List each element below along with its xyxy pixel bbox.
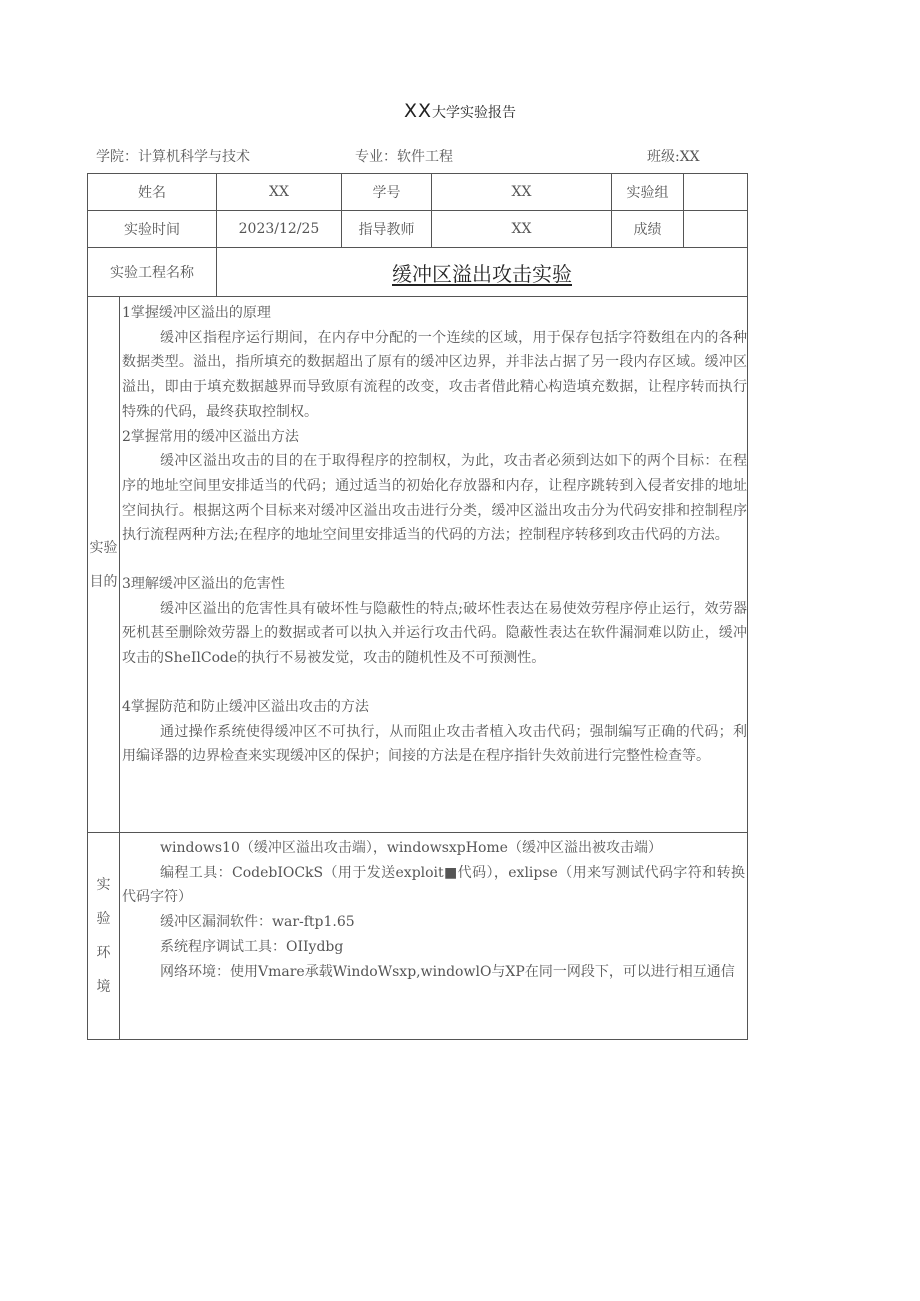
purpose-content: [120, 297, 748, 833]
project-name-cell: [217, 248, 748, 297]
environment-label-char: 境: [96, 979, 111, 995]
table-row: [88, 833, 748, 1040]
environment-debugger: 系统程序调试工具：OIIydbg: [160, 938, 344, 955]
score-label: 成绩: [612, 211, 684, 248]
purpose-paragraph-2: 缓冲区溢出攻击的目的在于取得程序的控制权，为此，攻击者必须到达如下的两个目标：在程序的地址空间里安排适当的代码；通过适当的初始化存放器和内存，让程序跳转到入侵者安排的地址空间执行。根据这两个目标来对缓冲区溢出攻击进行分类，缓冲区溢出攻击分为代码安排和控制程序执行流程两种方法;在程序的地址空间里安排适当的代码的方法；控制程序转移到攻击代码的方法。: [122, 453, 747, 544]
student-id-label: 学号: [342, 174, 432, 211]
project-name: 缓冲区溢出攻击实验: [392, 261, 572, 286]
table-row: [88, 174, 748, 211]
teacher-value: XX: [432, 211, 612, 248]
table-row: [88, 297, 748, 833]
environment-label-char: 实: [96, 877, 111, 893]
table-row: [88, 248, 748, 297]
report-table: [87, 173, 748, 1040]
environment-label-char: 环: [96, 945, 111, 961]
name-label: 姓名: [88, 174, 217, 211]
time-label: 实验时间: [88, 211, 217, 248]
environment-vuln-software: 缓冲区漏洞软件：war-ftp1.65: [160, 914, 355, 931]
project-label: 实验工程名称: [88, 248, 217, 297]
group-label: 实验组: [612, 174, 684, 211]
class-field: 班级:XX: [647, 149, 700, 165]
environment-tools: 编程工具：CodebIOCkS（用于发送exploit■代码），exlipse（用来写测试代码字符和转换代码字符）: [122, 864, 745, 906]
table-row: [88, 211, 748, 248]
purpose-heading-1: 1掌握缓冲区溢出的原理: [122, 305, 271, 321]
student-id-value: XX: [432, 174, 612, 211]
score-value: [684, 211, 748, 248]
report-title-prefix: XX: [403, 100, 433, 122]
time-value: 2023/12/25: [217, 211, 342, 248]
environment-network: 网络环境：使用Vmare承载WindoWsxp,windowlO与XP在同一网段下，可以进行相互通信: [160, 963, 735, 980]
name-value: XX: [217, 174, 342, 211]
report-title-rest: 大学实验报告: [432, 105, 517, 121]
college-field: 学院：计算机科学与技术: [96, 149, 250, 165]
major-field: 专业：软件工程: [355, 149, 453, 165]
purpose-heading-4: 4掌握防范和防止缓冲区溢出攻击的方法: [122, 698, 369, 715]
environment-os: windows10（缓冲区溢出攻击端），windowsxpHome（缓冲区溢出被攻击端）: [160, 840, 662, 856]
purpose-heading-2: 2掌握常用的缓冲区溢出方法: [122, 428, 299, 445]
purpose-paragraph-1: 缓冲区指程序运行期间，在内存中分配的一个连续的区域，用于保存包括字符数组在内的各种数据类型。溢出，指所填充的数据超出了原有的缓冲区边界，并非法占据了另一段内存区域。缓冲区溢出，即由于填充数据越界而导致原有流程的改变，攻击者借此精心构造填充数据，让程序转而执行特殊的代码，最终获取控制权。: [122, 329, 747, 420]
purpose-label: [88, 297, 120, 833]
environment-label: [88, 833, 120, 1040]
purpose-label-line1: 实验: [89, 539, 118, 556]
purpose-heading-3: 3理解缓冲区溢出的危害性: [122, 576, 285, 593]
purpose-paragraph-4: 通过操作系统使得缓冲区不可执行，从而阻止攻击者植入攻击代码；强制编写正确的代码；利用编译器的边界检查来实现缓冲区的保护；间接的方法是在程序指针失效前进行完整性检查等。: [122, 723, 747, 765]
group-value: [684, 174, 748, 211]
teacher-label: 指导教师: [342, 211, 432, 248]
environment-content: [120, 833, 748, 1040]
report-title: [0, 100, 920, 122]
purpose-label-line2: 目的: [89, 573, 118, 590]
purpose-paragraph-3: 缓冲区溢出的危害性具有破坏性与隐蔽性的特点;破坏性表达在易使效劳程序停止运行，效劳器死机甚至删除效劳器上的数据或者可以执入并运行攻击代码。隐蔽性表达在软件漏洞难以防止，缓冲攻击的SheIlCode的执行不易被发觉，攻击的随机性及不可预测性。: [122, 600, 747, 667]
environment-label-char: 验: [96, 911, 111, 927]
